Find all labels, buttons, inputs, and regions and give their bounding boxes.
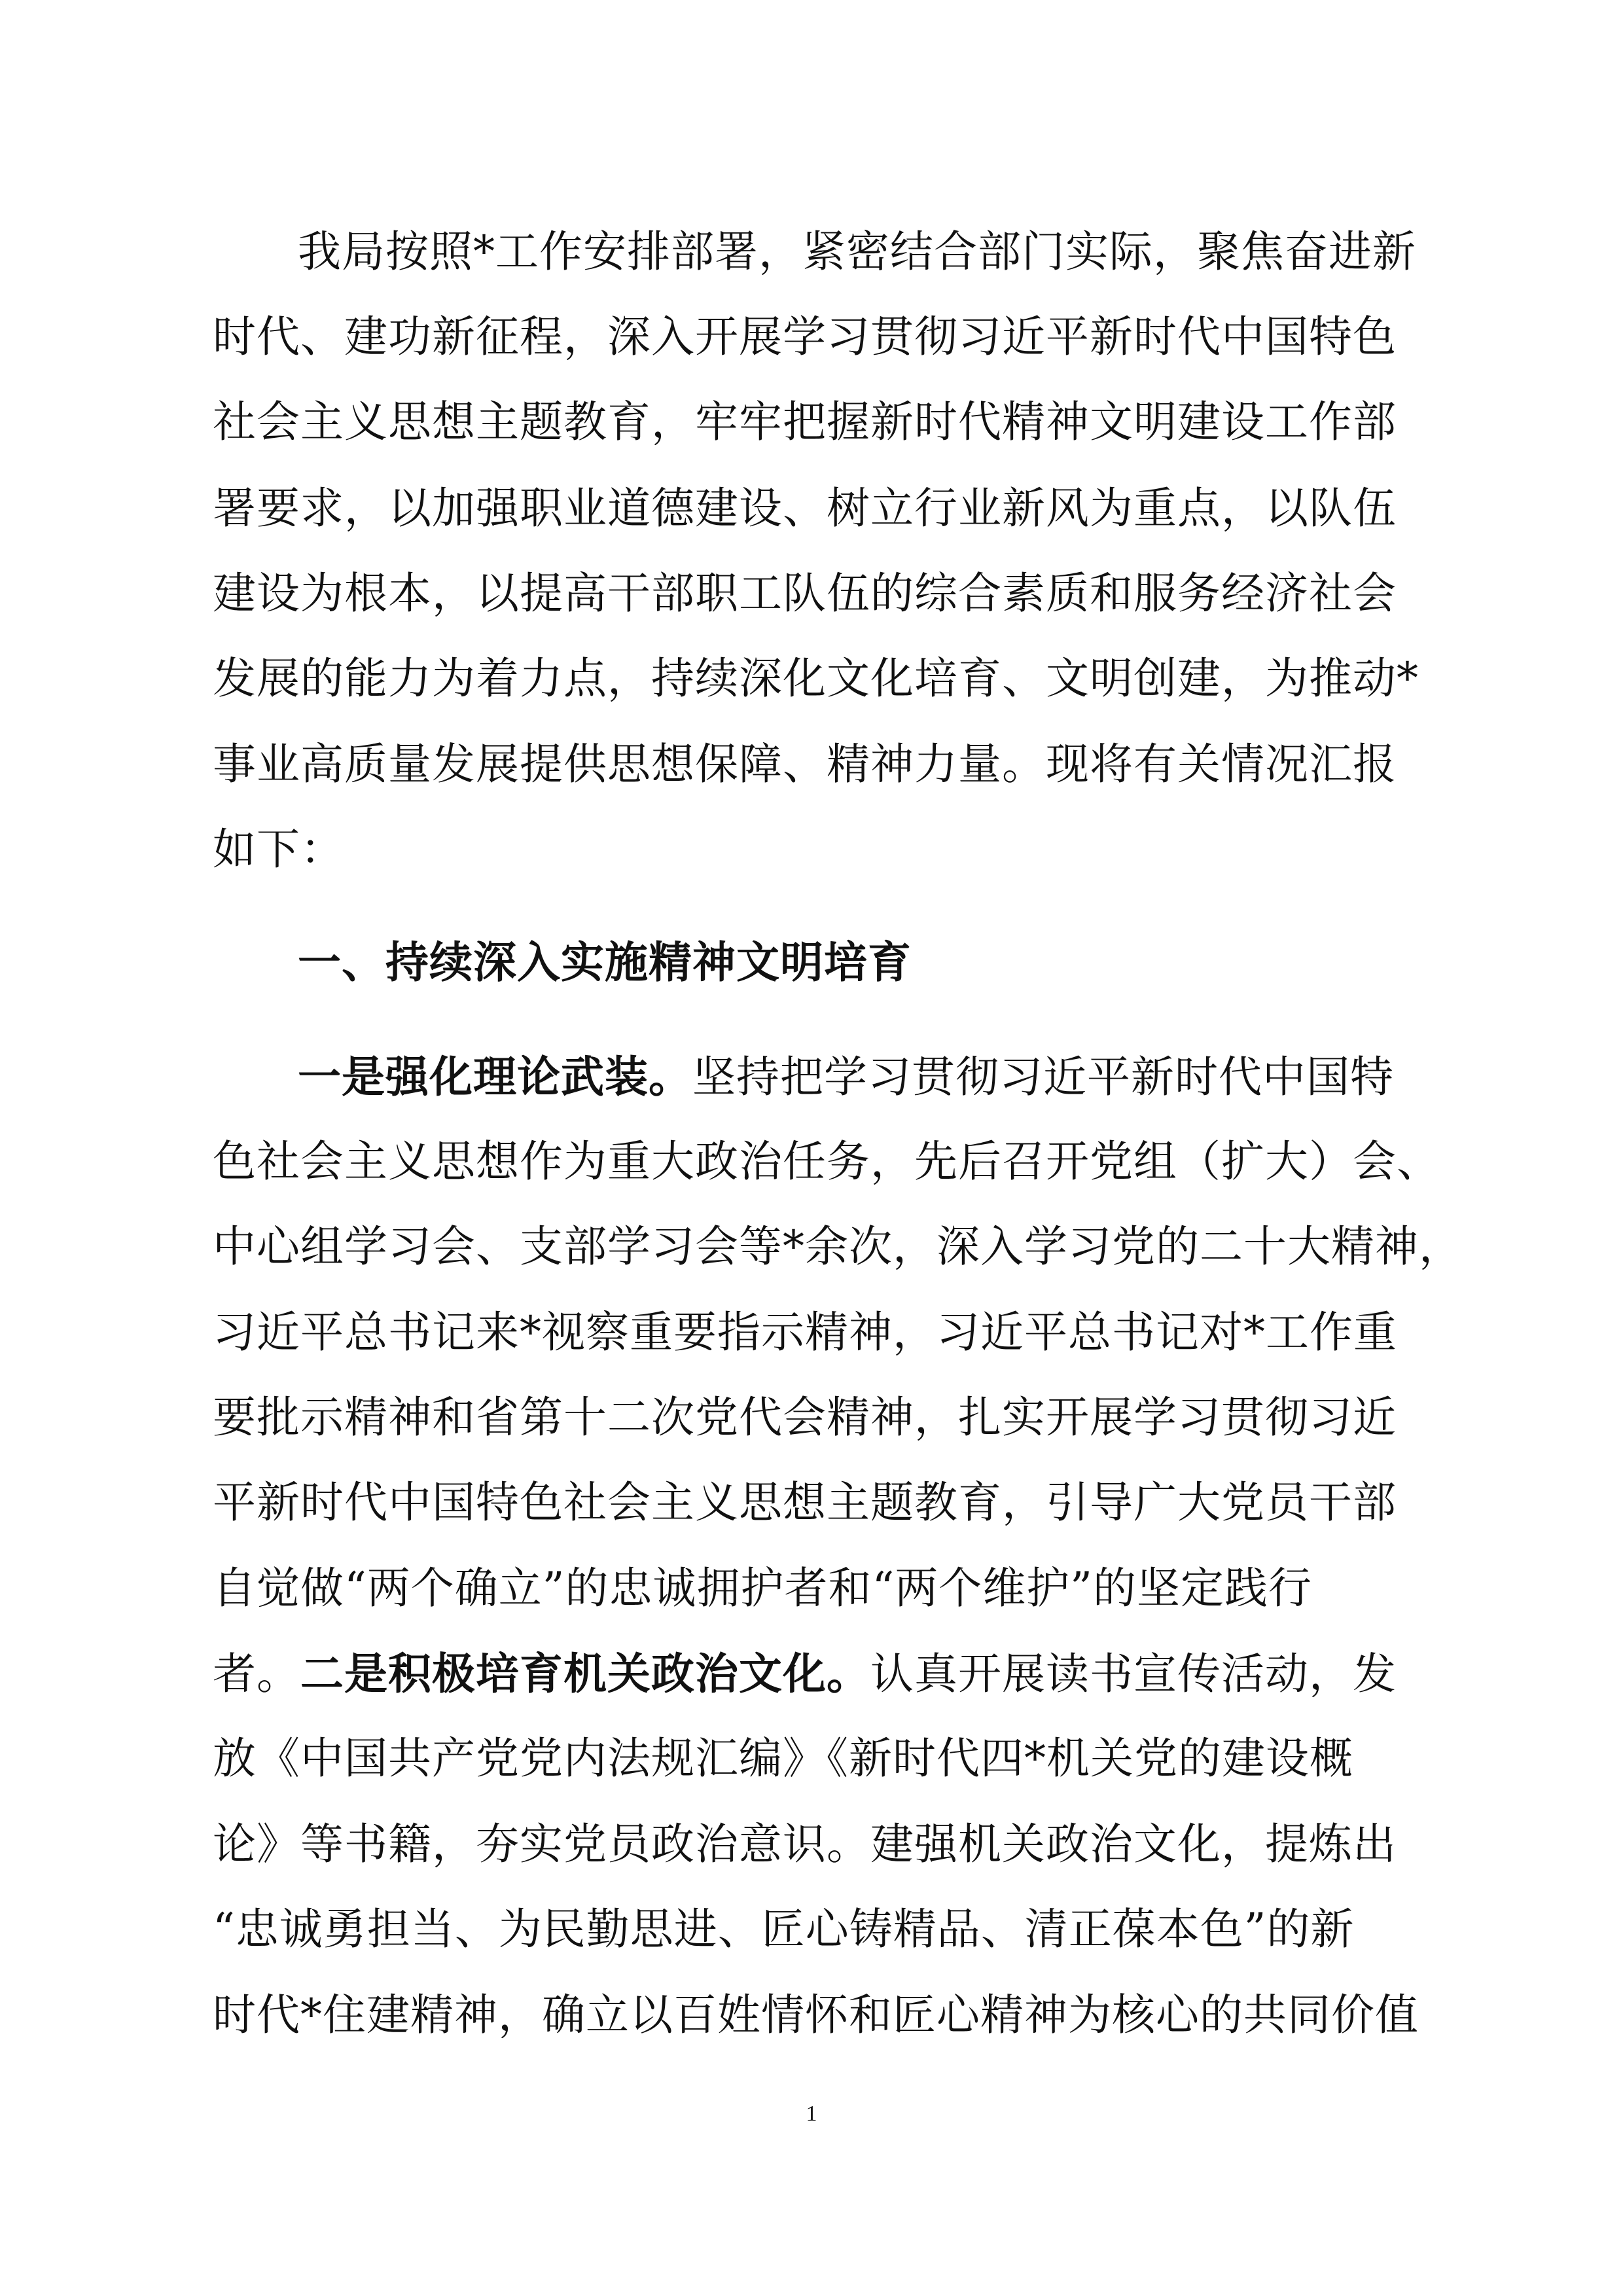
- intro-line: 社会主义思想主题教育，牢牢把握新时代精神文明建设工作部: [213, 397, 1397, 447]
- item-text: 认真开展读书宣传活动，发: [870, 1649, 1397, 1699]
- page-number: 1: [806, 2102, 817, 2126]
- paragraph-line: [298, 1050, 1394, 1103]
- intro-line: 署要求，以加强职业道德建设、树立行业新风为重点，以队伍: [213, 483, 1397, 533]
- paragraph-line: 自觉做“两个确立”的忠诚拥护者和“两个维护”的坚定践行: [213, 1563, 1312, 1613]
- paragraph-line: 色社会主义思想作为重大政治任务，先后召开党组（扩大）会、: [213, 1136, 1440, 1187]
- paragraph-line: 放《中国共产党党内法规汇编》《新时代四*机关党的建设概: [213, 1733, 1353, 1784]
- paragraph-line: 平新时代中国特色社会主义思想主题教育，引导广大党员干部: [213, 1477, 1397, 1528]
- paragraph-line: 习近平总书记来*视察重要指示精神，习近平总书记对*工作重: [213, 1307, 1397, 1357]
- item-text: 坚持把学习贯彻习近平新时代中国特: [692, 1052, 1394, 1102]
- paragraph-line: 论》等书籍，夯实党员政治意识。建强机关政治文化，提炼出: [213, 1819, 1397, 1869]
- paragraph-line: 时代*住建精神，确立以百姓情怀和匠心精神为核心的共同价值: [213, 1990, 1419, 2040]
- paragraph-line: “忠诚勇担当、为民勤思进、匠心铸精品、清正葆本色”的新: [213, 1904, 1355, 1954]
- intro-line: 我局按照*工作安排部署，紧密结合部门实际，聚焦奋进新: [298, 226, 1416, 277]
- item-text: 者。: [213, 1649, 300, 1699]
- paragraph-line: 要批示精神和省第十二次党代会精神，扎实开展学习贯彻习近: [213, 1392, 1397, 1443]
- item-title: 一是强化理论武装。: [298, 1051, 692, 1102]
- intro-line: 如下：: [213, 824, 344, 874]
- intro-line: 事业高质量发展提供思想保障、精神力量。现将有关情况汇报: [213, 739, 1397, 789]
- intro-line: 发展的能力为着力点，持续深化文化培育、文明创建，为推动*: [213, 653, 1419, 704]
- paragraph-line: 中心组学习会、支部学习会等*余次，深入学习党的二十大精神，: [213, 1221, 1463, 1272]
- intro-line: 建设为根本，以提高干部职工队伍的综合素质和服务经济社会: [213, 568, 1397, 619]
- section-heading: 一、持续深入实施精神文明培育: [298, 937, 912, 988]
- item-title: 二是积极培育机关政治文化。: [300, 1648, 870, 1699]
- paragraph-line: [213, 1647, 1397, 1700]
- intro-line: 时代、建功新征程，深入开展学习贯彻习近平新时代中国特色: [213, 312, 1397, 362]
